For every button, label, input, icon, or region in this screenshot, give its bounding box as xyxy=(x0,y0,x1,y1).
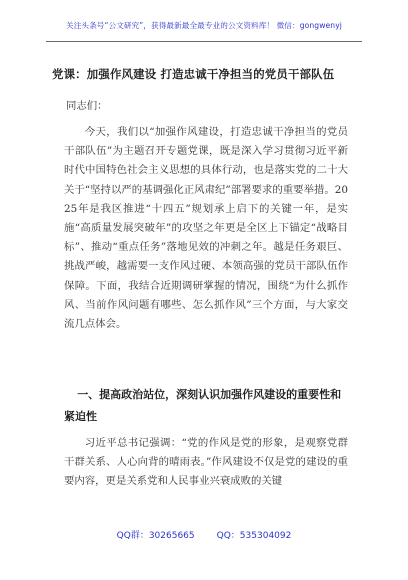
body-paragraph-1: 今天，我们以“加强作风建设，打造忠诚干净担当的党员干部队伍”为主题召开专题党课，既是深入学习贯彻习近平新时代中国特色社会主义思想的具体行动，也是落实党的二十大关于“坚持以严的基调强化正风肃纪”部署要求的重要举措。2025年是我区推进“十四五”规划承上启下的关键一年，是实施“高质量发展突破年”的攻坚之年更是全区上下锚定“战略目标”、推动“重点任务”落地见效的冲刺之年。越是任务艰巨、挑战严峻，越需要一支作风过硬、本领高强的党员干部队伍作保障。下面，我结合近期调研掌握的情况，围绕“为什么抓作风、当前作风问题有哪些、怎么抓作风”三个方面，与大家交流几点体会。 xyxy=(64,126,348,331)
footer-contact xyxy=(0,528,408,541)
document-title: 党课：加强作风建设 打造忠诚干净担当的党员干部队伍 xyxy=(52,67,335,81)
body-paragraph-2: 习近平总书记强调：“党的作风是党的形象，是观察党群干群关系、人心向背的晴雨表。”作风建设不仅是党的建设的重要内容，更是关系党和人民事业兴衰成败的关键 xyxy=(64,437,348,488)
section-heading-1: 一、提高政治站位，深刻认识加强作风建设的重要性和紧迫性 xyxy=(64,388,342,423)
footer-qq-group: QQ群：30265665 xyxy=(116,531,195,541)
header-banner: 关注头条号“公文研究”，获得最新最全最专业的公文资料库！ 微信：gongwenyj xyxy=(66,21,342,30)
header-divider xyxy=(46,41,362,42)
footer-qq-contact: QQ：535304092 xyxy=(216,531,292,541)
salutation: 同志们： xyxy=(66,100,108,112)
